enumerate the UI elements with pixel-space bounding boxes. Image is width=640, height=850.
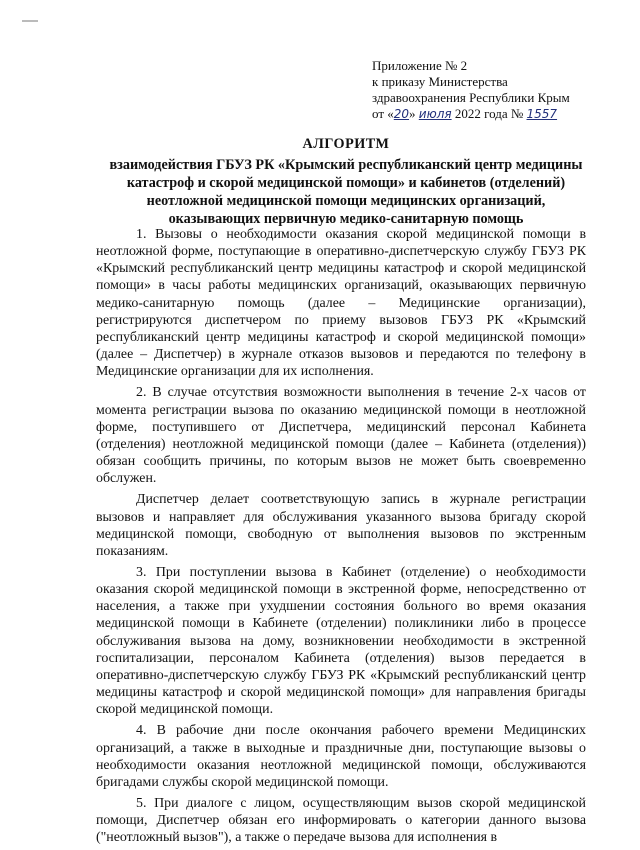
title-line-1: взаимодействия ГБУЗ РК «Крымский республиканский центр медицины <box>109 157 583 173</box>
title-line-4: оказывающих первичную медико-санитарную помощь <box>168 211 524 227</box>
appendix-date-line <box>372 106 612 122</box>
paragraph-5: 5. При диалоге с лицом, осуществляющим вызов скорой медицинской помощи, Диспетчер обязан его информировать о категории данного вызова ("неотложный вызов"), а также о передаче вызова для исполнения в <box>96 796 586 846</box>
document-title <box>96 135 596 228</box>
paragraph-2-continued: Диспетчер делает соответствующую запись в журнале регистрации вызовов и направляет для обслуживания указанного вызова бригаду скорой медицинской помощи, свободную от выполнения вызовов по экстренным показаниям. <box>96 492 586 559</box>
date-suffix: 2022 года № <box>451 106 527 121</box>
paragraph-2: 2. В случае отсутствия возможности выполнения в течение 2-х часов от момента регистрации вызова по оказанию медицинской помощи в неотложной форме, поступившего от Диспетчера, медицинский персонал Кабинета (отделения) неотложной медицинской помощи (далее – Кабинета (отделения)) обязан сообщить причины, по которым вызов не может быть своевременно обслужен. <box>96 385 586 487</box>
paragraph-3: 3. При поступлении вызова в Кабинет (отделение) о необходимости оказания скорой медицинской помощи в экстренной форме, непосредственно от населения, а также при ухудшении состояния больного во время оказания медицинской помощи в Кабинете (отделении) поликлиники либо в процессе обслуживания вызова на дому, возникновении необходимости в экстренной госпитализации, персоналом Кабинета (отделения) вызов передается в оперативно-диспетчерскую службу ГБУЗ РК «Крымский республиканский центр медицины катастроф и скорой медицинской помощи» для направления бригады скорой медицинской помощи. <box>96 564 586 718</box>
document-body <box>96 226 586 850</box>
appendix-line-2: к приказу Министерства <box>372 74 508 89</box>
date-prefix: от « <box>372 106 394 121</box>
appendix-line-1: Приложение № 2 <box>372 58 468 73</box>
date-mid: » <box>409 106 419 121</box>
handwritten-month: июля <box>418 107 452 121</box>
appendix-line-3: здравоохранения Республики Крым <box>372 90 570 105</box>
paragraph-4: 4. В рабочие дни после окончания рабочего времени Медицинских организаций, а также в выходные и праздничные дни, поступающие вызовы о необходимости оказания неотложной медицинской помощи, обслуживаются бригадами службы скорой медицинской помощи. <box>96 723 586 790</box>
title-line-3: неотложной медицинской помощи медицинских организаций, <box>146 193 546 209</box>
scan-edge-mark <box>22 20 38 22</box>
title-main: АЛГОРИТМ <box>302 136 390 152</box>
handwritten-number: 1557 <box>526 107 558 121</box>
handwritten-day: 20 <box>393 107 410 121</box>
paragraph-1: 1. Вызовы о необходимости оказания скорой медицинской помощи в неотложной форме, поступающие в оперативно-диспетчерскую службу ГБУЗ РК «Крымский республиканский центр медицины катастроф и скорой медицинской помощи» в часы работы медицинских организаций, оказывающих первичную медико-санитарную помощь (далее – Медицинские организации), регистрируются диспетчером по приему вызовов ГБУЗ РК «Крымский республиканский центр медицины катастроф и скорой медицинской помощи» (далее – Диспетчер) в журнале отказов вызовов и передаются по телефону в Медицинские организации для их исполнения. <box>96 227 586 380</box>
title-line-2: катастроф и скорой медицинской помощи» и кабинетов (отделений) <box>126 175 566 191</box>
appendix-header <box>372 58 612 122</box>
